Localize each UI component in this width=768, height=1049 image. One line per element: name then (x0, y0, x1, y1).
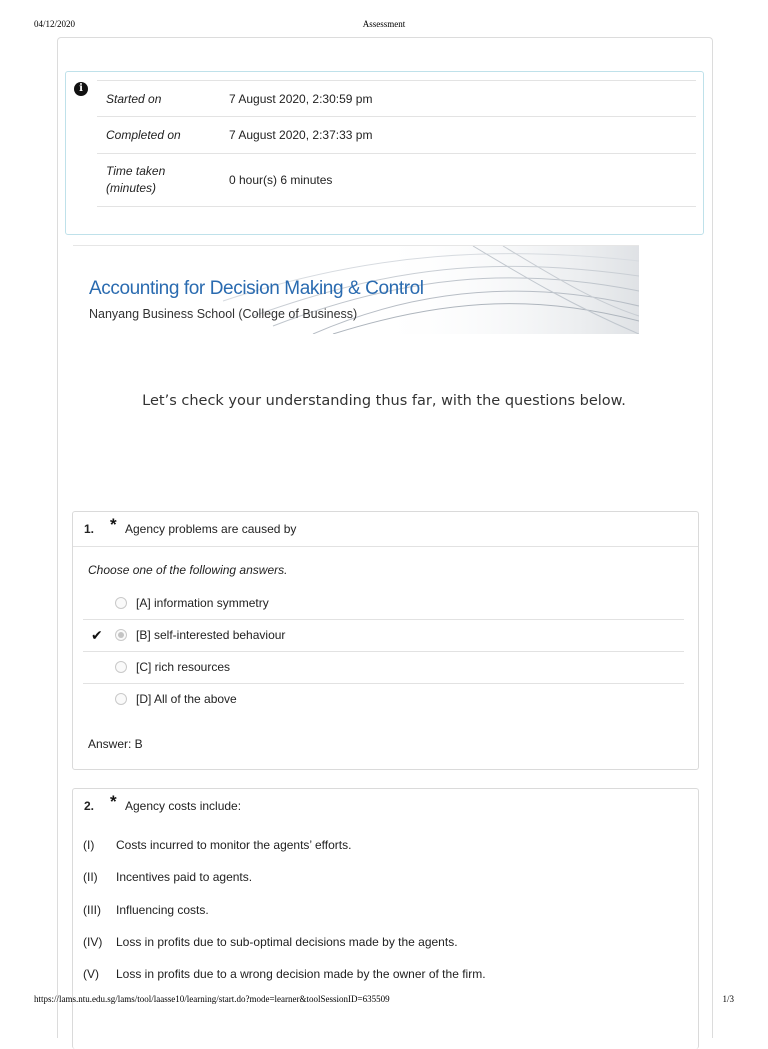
radio-button-selected[interactable] (115, 629, 127, 641)
answer-option-c[interactable] (83, 651, 684, 684)
print-url: https://lams.ntu.edu.sg/lams/tool/laasse10/learning/start.do?mode=learner&toolSessionID=635509 (34, 994, 390, 1004)
course-banner (73, 245, 639, 334)
required-star-icon: * (110, 515, 117, 534)
print-header (0, 19, 768, 31)
radio-button[interactable] (115, 693, 127, 705)
banner-title: Accounting for Decision Making & Control (89, 278, 424, 299)
answer-option-a[interactable] (83, 587, 684, 620)
radio-button[interactable] (115, 661, 127, 673)
answer-text: Answer: B (88, 737, 143, 751)
question-card-2 (72, 788, 699, 1049)
item-numeral: (III) (83, 903, 101, 917)
item-text: Influencing costs. (116, 903, 209, 917)
summary-label: Started on (106, 92, 162, 106)
print-date: 04/12/2020 (34, 19, 76, 29)
summary-row-started (97, 80, 696, 116)
item-numeral: (IV) (83, 935, 103, 949)
option-text: [D] All of the above (136, 692, 237, 706)
summary-label: Completed on (106, 128, 181, 142)
choose-instruction: Choose one of the following answers. (88, 563, 288, 577)
item-numeral: (II) (83, 870, 98, 884)
banner-subtitle: Nanyang Business School (College of Business) (89, 307, 358, 321)
page-number: 1/3 (722, 994, 734, 1004)
item-numeral: (V) (83, 967, 99, 981)
summary-value: 7 August 2020, 2:37:33 pm (229, 128, 373, 142)
item-text: Loss in profits due to a wrong decision made by the owner of the firm. (116, 967, 486, 981)
question-number: 1. (84, 522, 95, 536)
option-text: [B] self-interested behaviour (136, 628, 286, 642)
item-text: Costs incurred to monitor the agents’ efforts. (116, 838, 352, 852)
intro-text: Let’s check your understanding thus far, with the questions below. (142, 393, 626, 409)
summary-label: Time taken (minutes) (106, 164, 166, 195)
summary-row-completed (97, 116, 696, 153)
summary-row-time (97, 153, 696, 207)
question-card-1 (72, 511, 699, 770)
summary-value: 0 hour(s) 6 minutes (229, 173, 333, 187)
print-footer (0, 994, 768, 1006)
summary-table (97, 80, 696, 207)
check-mark-icon: ✔ (91, 627, 103, 643)
summary-box (65, 71, 704, 235)
answer-option-d[interactable] (83, 683, 684, 715)
summary-value: 7 August 2020, 2:30:59 pm (229, 92, 373, 106)
item-text: Loss in profits due to sub-optimal decisions made by the agents. (116, 935, 458, 949)
answer-option-b[interactable] (83, 619, 684, 652)
radio-button[interactable] (115, 597, 127, 609)
print-title: Assessment (362, 19, 406, 29)
item-text: Incentives paid to agents. (116, 870, 253, 884)
info-icon: i (74, 82, 88, 96)
required-star-icon: * (110, 792, 117, 811)
option-text: [A] information symmetry (136, 596, 269, 610)
question-header (73, 789, 698, 823)
option-text: [C] rich resources (136, 660, 231, 674)
question-text: Agency costs include: (125, 799, 242, 813)
question-number: 2. (84, 799, 95, 813)
item-numeral: (I) (83, 838, 95, 852)
question-text: Agency problems are caused by (125, 522, 297, 536)
question-header (73, 512, 698, 547)
